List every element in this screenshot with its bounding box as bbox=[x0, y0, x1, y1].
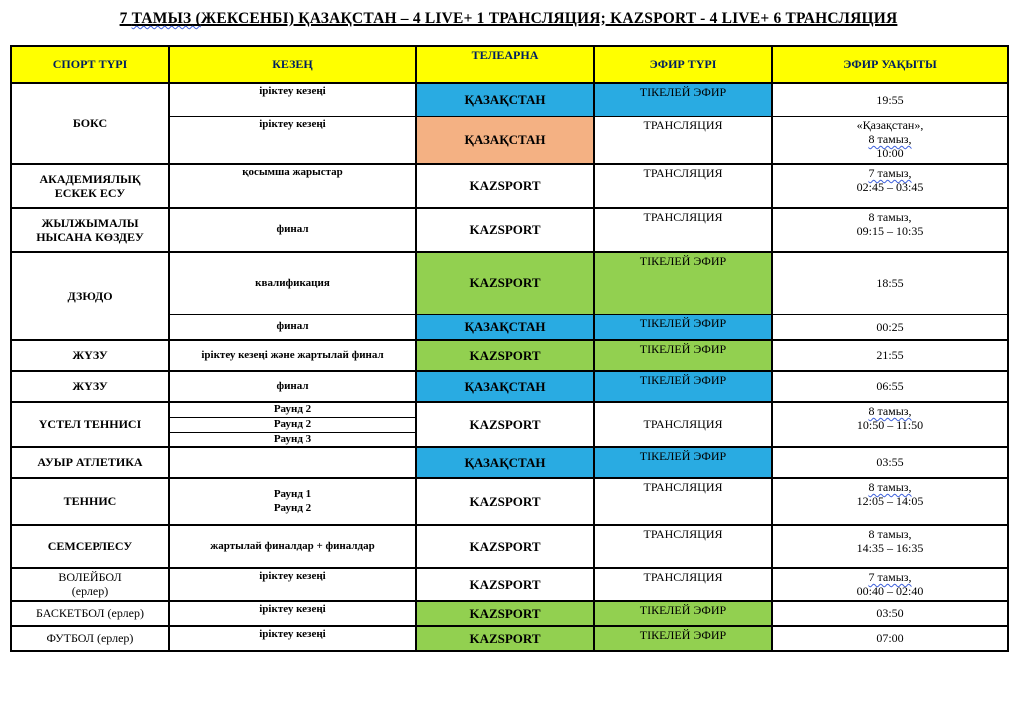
table-row bbox=[11, 478, 1008, 525]
table-row bbox=[11, 164, 1008, 208]
air-time-line: 14:35 – 16:35 bbox=[856, 541, 924, 556]
air-type-cell: ТІКЕЛЕЙ ЭФИР bbox=[594, 601, 772, 626]
air-time-cell: 18:55 bbox=[772, 252, 1008, 314]
channel-cell: KAZSPORT bbox=[416, 478, 594, 525]
stage-cell: Раунд 3 bbox=[169, 432, 416, 447]
air-time-cell: 00:25 bbox=[772, 314, 1008, 340]
sport-cell: ЖҮЗУ bbox=[11, 340, 169, 371]
air-time-line: 12:05 – 14:05 bbox=[856, 494, 924, 509]
air-time-cell bbox=[772, 568, 1008, 601]
stage-cell: Раунд 1 Раунд 2 bbox=[169, 478, 416, 525]
sport-cell: БОКС bbox=[11, 83, 169, 164]
stage-cell: іріктеу кезеңі bbox=[169, 83, 416, 116]
sport-cell: ҮСТЕЛ ТЕННИСІ bbox=[11, 402, 169, 447]
table-row bbox=[11, 447, 1008, 478]
air-time-line: «Қазақстан», bbox=[856, 117, 924, 132]
air-type-cell: ТІКЕЛЕЙ ЭФИР bbox=[594, 371, 772, 402]
sport-cell: ФУТБОЛ (ерлер) bbox=[11, 626, 169, 651]
table-header-row bbox=[11, 46, 1008, 83]
air-time-cell bbox=[772, 164, 1008, 208]
stage-cell: квалификация bbox=[169, 252, 416, 314]
table-row bbox=[11, 371, 1008, 402]
stage-cell: финал bbox=[169, 314, 416, 340]
channel-cell: ҚАЗАҚСТАН bbox=[416, 116, 594, 164]
air-time-cell bbox=[772, 116, 1008, 164]
sport-cell: АУЫР АТЛЕТИКА bbox=[11, 447, 169, 478]
air-time-line: 8 тамыз, bbox=[868, 404, 912, 418]
air-time-cell bbox=[772, 402, 1008, 447]
air-time-line: 8 тамыз, bbox=[868, 131, 912, 146]
stage-cell: Раунд 2 bbox=[169, 417, 416, 432]
air-time-cell: 19:55 bbox=[772, 83, 1008, 116]
air-type-cell: ТРАНСЛЯЦИЯ bbox=[594, 402, 772, 447]
air-time-cell bbox=[772, 478, 1008, 525]
air-time-line: 8 тамыз, bbox=[868, 210, 912, 224]
stage-cell: іріктеу кезеңі bbox=[169, 568, 416, 601]
title-prefix: 7 bbox=[119, 10, 132, 27]
table-row bbox=[11, 340, 1008, 371]
table-row bbox=[11, 601, 1008, 626]
stage-cell bbox=[169, 447, 416, 478]
channel-cell: ҚАЗАҚСТАН bbox=[416, 314, 594, 340]
table-row bbox=[11, 626, 1008, 651]
air-type-cell: ТІКЕЛЕЙ ЭФИР bbox=[594, 626, 772, 651]
channel-cell: KAZSPORT bbox=[416, 601, 594, 626]
stage-cell: жартылай финалдар + финалдар bbox=[169, 525, 416, 568]
stage-cell: іріктеу кезеңі bbox=[169, 601, 416, 626]
stage-cell: Раунд 2 bbox=[169, 402, 416, 417]
sport-cell: ТЕННИС bbox=[11, 478, 169, 525]
air-time-cell: 03:55 bbox=[772, 447, 1008, 478]
air-time-cell: 21:55 bbox=[772, 340, 1008, 371]
air-time-line: 10:00 bbox=[876, 146, 904, 161]
air-type-cell: ТРАНСЛЯЦИЯ bbox=[594, 116, 772, 164]
channel-cell: KAZSPORT bbox=[416, 164, 594, 208]
channel-cell: KAZSPORT bbox=[416, 208, 594, 252]
channel-cell: KAZSPORT bbox=[416, 568, 594, 601]
channel-cell: KAZSPORT bbox=[416, 340, 594, 371]
table-row bbox=[11, 402, 1008, 417]
title-rest: ЖЕКСЕНБІ) ҚАЗАҚСТАН – 4 LIVE+ 1 ТРАНСЛЯЦИЯ; KAZSPORT - 4 LIVE+ 6 ТРАНСЛЯЦИЯ bbox=[200, 10, 898, 27]
sport-cell: ЖЫЛЖЫМАЛЫ НЫСАНА КӨЗДЕУ bbox=[11, 208, 169, 252]
channel-cell: KAZSPORT bbox=[416, 525, 594, 568]
air-time-cell bbox=[772, 525, 1008, 568]
channel-cell: KAZSPORT bbox=[416, 402, 594, 447]
sport-cell: ВОЛЕЙБОЛ (ерлер) bbox=[11, 568, 169, 601]
table-row bbox=[11, 525, 1008, 568]
column-header-air-time: ЭФИР УАҚЫТЫ bbox=[772, 46, 1008, 83]
table-row bbox=[11, 568, 1008, 601]
air-time-cell: 07:00 bbox=[772, 626, 1008, 651]
stage-cell: финал bbox=[169, 371, 416, 402]
air-time-line: 00:40 – 02:40 bbox=[856, 584, 924, 599]
air-time-line: 10:50 – 11:50 bbox=[856, 418, 924, 433]
channel-cell: ҚАЗАҚСТАН bbox=[416, 447, 594, 478]
air-time-line: 02:45 – 03:45 bbox=[856, 180, 924, 195]
schedule-table bbox=[10, 45, 1009, 652]
sport-cell: БАСКЕТБОЛ (ерлер) bbox=[11, 601, 169, 626]
sport-cell: ЖҮЗУ bbox=[11, 371, 169, 402]
column-header-sport: СПОРТ ТҮРІ bbox=[11, 46, 169, 83]
stage-cell: финал bbox=[169, 208, 416, 252]
stage-cell: қосымша жарыстар bbox=[169, 164, 416, 208]
air-time-cell: 06:55 bbox=[772, 371, 1008, 402]
document-page bbox=[0, 10, 1017, 703]
column-header-stage: КЕЗЕҢ bbox=[169, 46, 416, 83]
channel-cell: KAZSPORT bbox=[416, 626, 594, 651]
air-time-cell: 03:50 bbox=[772, 601, 1008, 626]
air-time-line: 7 тамыз, bbox=[868, 166, 912, 180]
stage-cell: іріктеу кезеңі bbox=[169, 626, 416, 651]
air-time-line: 7 тамыз, bbox=[868, 570, 912, 585]
air-time-line: 8 тамыз, bbox=[868, 527, 912, 542]
air-type-cell: ТРАНСЛЯЦИЯ bbox=[594, 208, 772, 252]
sport-cell: ДЗЮДО bbox=[11, 252, 169, 340]
column-header-air-type: ЭФИР ТҮРІ bbox=[594, 46, 772, 83]
column-header-channel: ТЕЛЕАРНА bbox=[416, 46, 594, 83]
air-type-cell: ТРАНСЛЯЦИЯ bbox=[594, 525, 772, 568]
title-spellcheck-wavy: ТАМЫЗ ( bbox=[131, 10, 201, 27]
channel-cell: KAZSPORT bbox=[416, 252, 594, 314]
channel-cell: ҚАЗАҚСТАН bbox=[416, 83, 594, 116]
air-time-line: 09:15 – 10:35 bbox=[856, 224, 924, 239]
air-type-cell: ТІКЕЛЕЙ ЭФИР bbox=[594, 447, 772, 478]
air-type-cell: ТІКЕЛЕЙ ЭФИР bbox=[594, 340, 772, 371]
air-time-cell bbox=[772, 208, 1008, 252]
air-type-cell: ТРАНСЛЯЦИЯ bbox=[594, 478, 772, 525]
air-type-cell: ТІКЕЛЕЙ ЭФИР bbox=[594, 252, 772, 314]
air-type-cell: ТРАНСЛЯЦИЯ bbox=[594, 568, 772, 601]
air-type-cell: ТІКЕЛЕЙ ЭФИР bbox=[594, 314, 772, 340]
channel-cell: ҚАЗАҚСТАН bbox=[416, 371, 594, 402]
stage-cell: іріктеу кезеңі және жартылай финал bbox=[169, 340, 416, 371]
air-type-cell: ТІКЕЛЕЙ ЭФИР bbox=[594, 83, 772, 116]
sport-cell: АКАДЕМИЯЛЫҚ ЕСКЕК ЕСУ bbox=[11, 164, 169, 208]
sport-cell: СЕМСЕРЛЕСУ bbox=[11, 525, 169, 568]
document-title bbox=[0, 10, 1017, 28]
air-type-cell: ТРАНСЛЯЦИЯ bbox=[594, 164, 772, 208]
table-row bbox=[11, 252, 1008, 314]
stage-cell: іріктеу кезеңі bbox=[169, 116, 416, 164]
table-row bbox=[11, 208, 1008, 252]
table-row bbox=[11, 83, 1008, 116]
air-time-line: 8 тамыз, bbox=[868, 480, 912, 495]
